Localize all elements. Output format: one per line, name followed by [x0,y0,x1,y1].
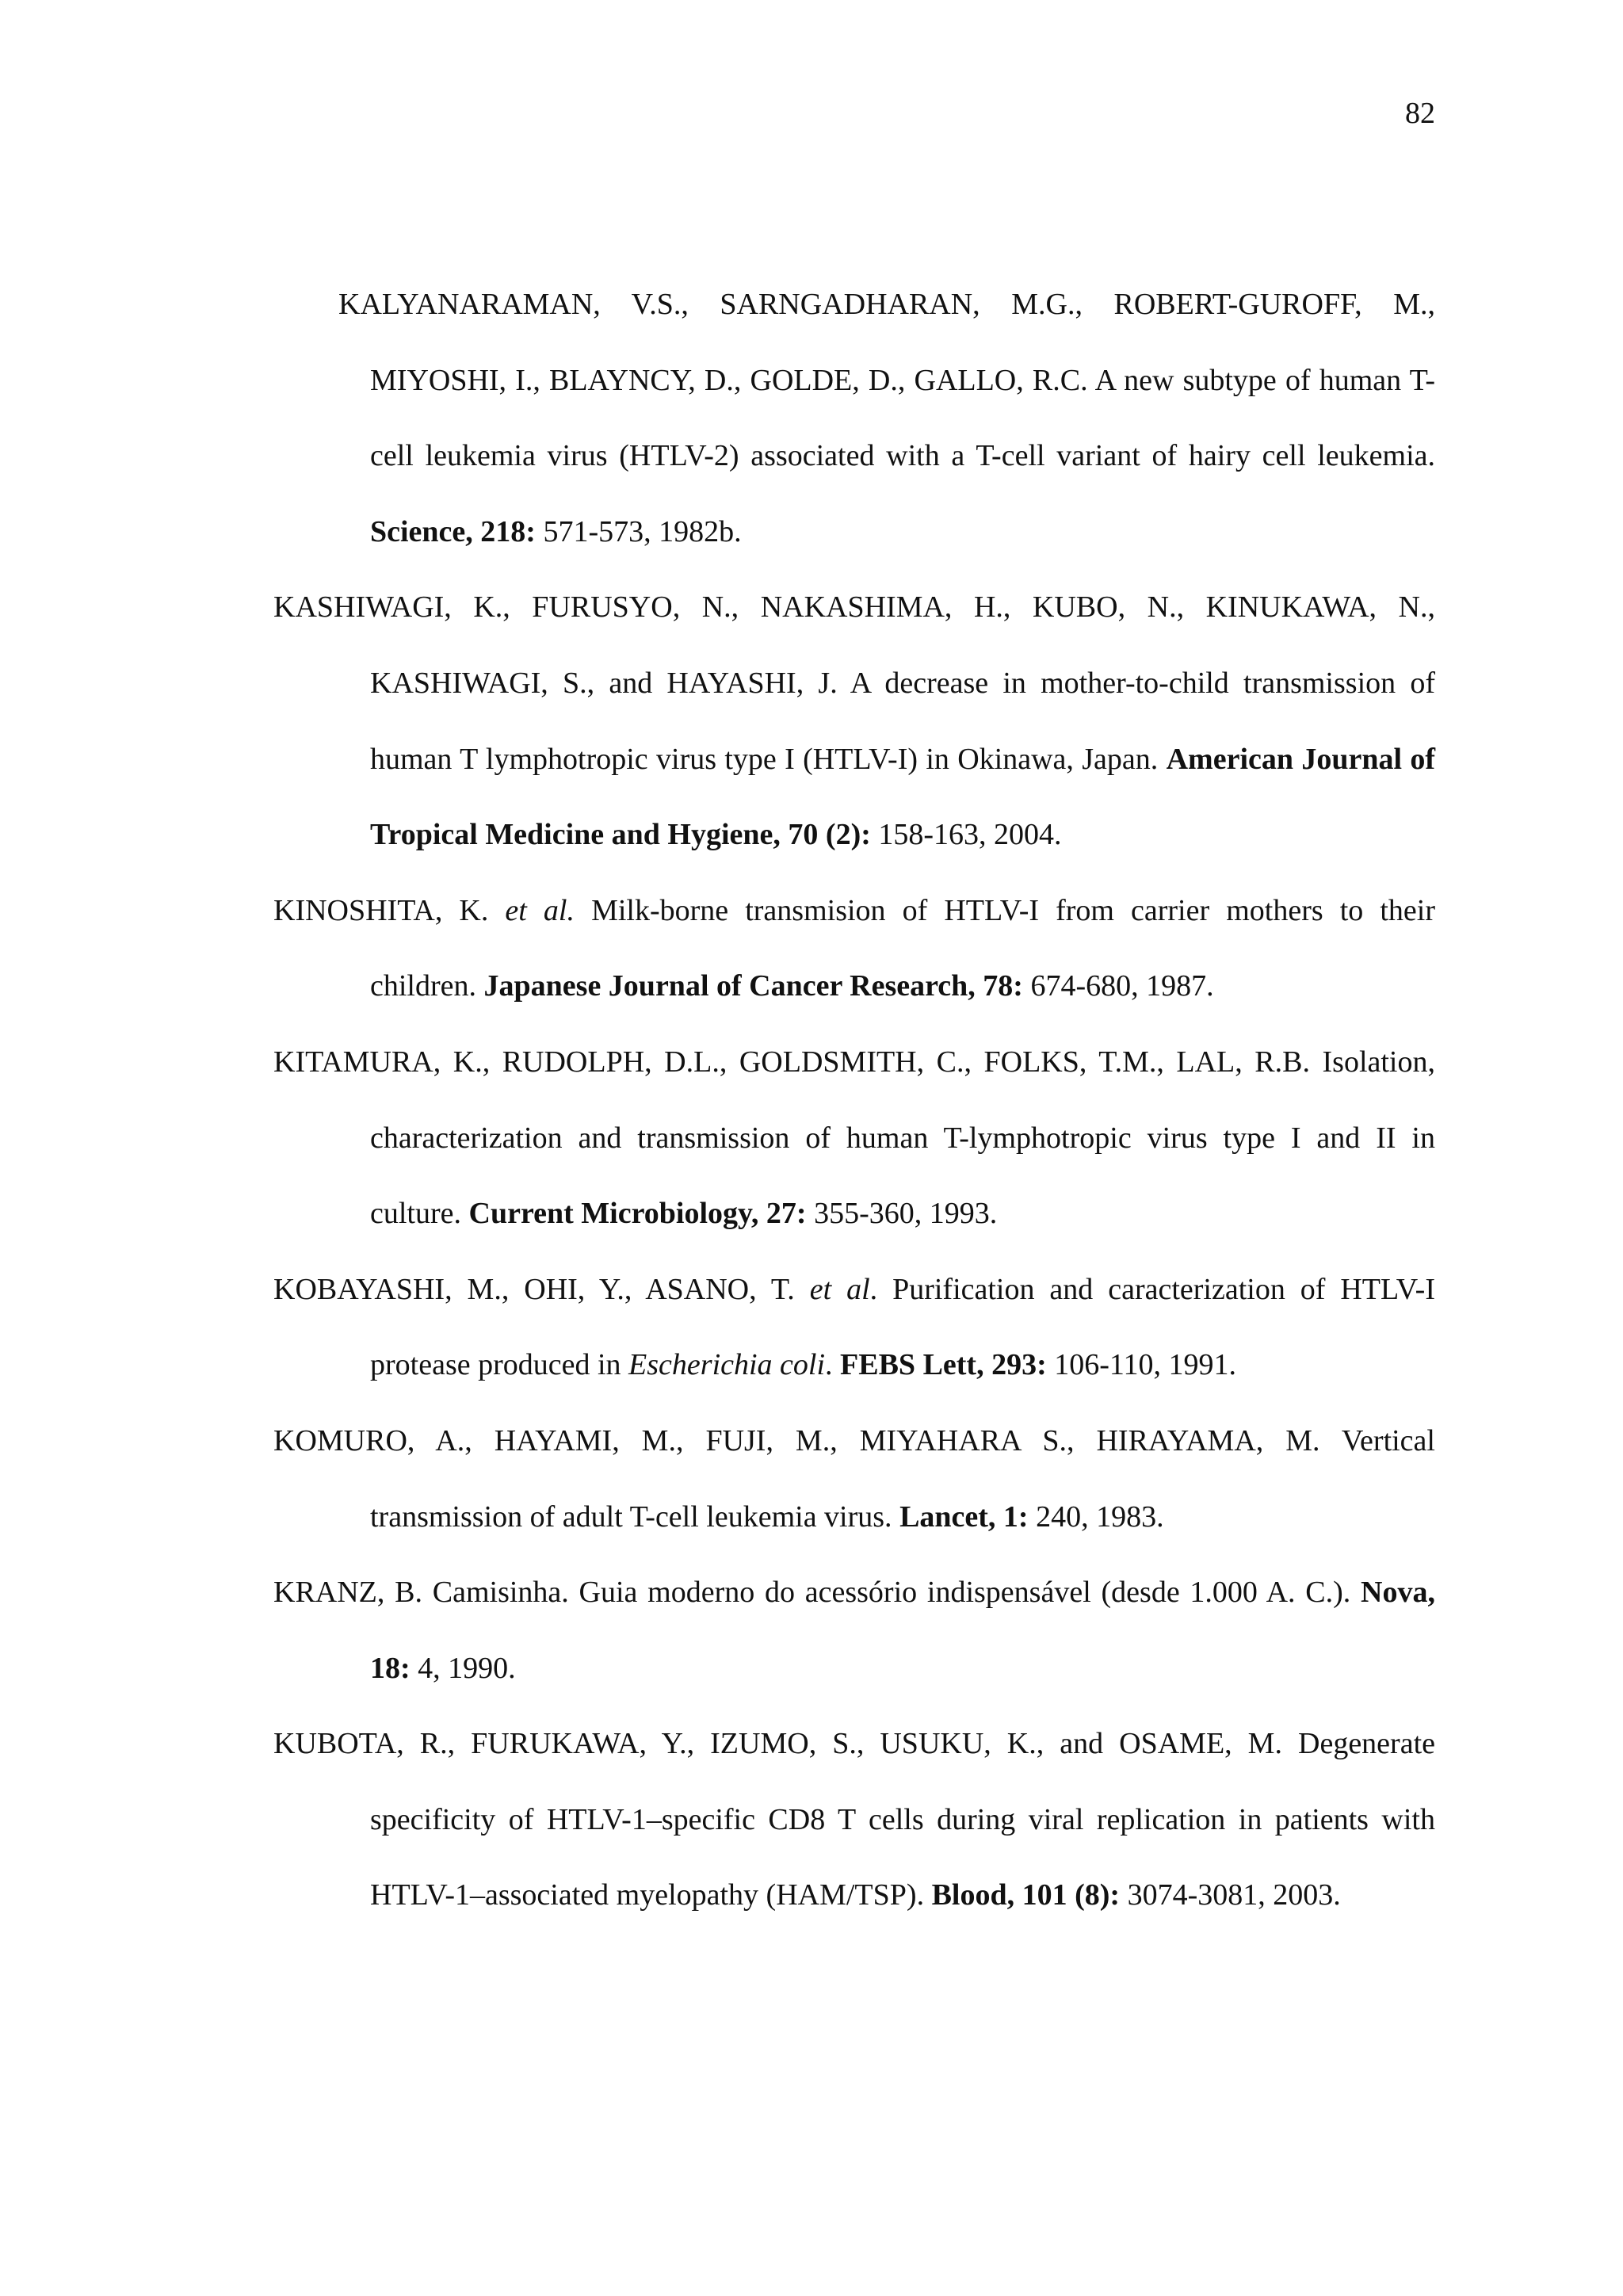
reference-title: Camisinha. Guia moderno do acessório indispensável (desde 1.000 A. C.). [422,1576,1361,1610]
reference-entry [273,267,1435,570]
reference-details: 674-680, 1987. [1022,969,1214,1003]
reference-journal: Nova, 18: [370,1576,1435,1685]
reference-journal: Science, 218: [370,514,536,548]
reference-title: Vertical transmission of adult T-cell leukemia virus. [370,1423,1435,1534]
reference-entry [273,1252,1435,1404]
reference-journal: American Journal of Tropical Medicine and Hygiene, 70 (2): [370,742,1436,852]
reference-authors-etal: et al. [505,893,575,927]
reference-list [273,267,1435,1934]
reference-details: 3074-3081, 2003. [1120,1878,1341,1912]
reference-journal: Japanese Journal of Cancer Research, 78: [483,969,1023,1003]
reference-details: 106-110, 1991. [1046,1348,1236,1382]
page-number: 82 [1405,97,1435,130]
reference-title: Isolation, characterization and transmission of human T-lymphotropic virus type I and II in culture. [370,1045,1435,1231]
reference-title: A decrease in mother-to-child transmission of human T lymphotropic virus type I (HTLV-I) in Okinawa, Japan. [370,666,1435,776]
reference-entry [273,1404,1435,1555]
reference-details: 158-163, 2004. [870,818,1062,852]
reference-entry [273,873,1435,1025]
reference-journal: Lancet, 1: [899,1499,1029,1534]
reference-species-name: Escherichia coli [628,1348,826,1382]
reference-entry [273,1025,1435,1252]
reference-entry [273,1706,1435,1934]
reference-journal: FEBS Lett, 293: [840,1348,1047,1382]
reference-details: 4, 1990. [410,1651,516,1685]
reference-authors: KOBAYASHI, M., OHI, Y., ASANO, T. [273,1272,810,1306]
reference-authors-etal: et al [809,1272,870,1306]
reference-authors: KITAMURA, K., RUDOLPH, D.L., GOLDSMITH, C., FOLKS, T.M., LAL, R.B. [273,1045,1310,1079]
reference-authors: KOMURO, A., HAYAMI, M., FUJI, M., MIYAHARA S., HIRAYAMA, M. [273,1423,1320,1457]
reference-entry [273,570,1435,873]
reference-authors: KRANZ, B. [273,1576,422,1610]
reference-details: 355-360, 1993. [806,1197,998,1231]
reference-title: Milk-borne transmision of HTLV-I from carrier mothers to their children. [370,893,1435,1003]
reference-title: Degenerate specificity of HTLV-1–specific CD8 T cells during viral replication in patients with HTLV-1–associated myelopathy (HAM/TSP). [370,1727,1435,1912]
reference-title: A new subtype of human T-cell leukemia virus (HTLV-2) associated with a T-cell variant of hairy cell leukemia. [370,363,1435,473]
reference-authors: KASHIWAGI, K., FURUSYO, N., NAKASHIMA, H., KUBO, N., KINUKAWA, N., KASHIWAGI, S., and HAYASHI, J. [273,590,1435,700]
reference-details: 571-573, 1982b. [535,514,742,548]
reference-journal: Current Microbiology, 27: [468,1197,807,1231]
reference-authors: KUBOTA, R., FURUKAWA, Y., IZUMO, S., USUKU, K., and OSAME, M. [273,1727,1282,1761]
reference-authors: KINOSHITA, K. [273,893,506,927]
reference-authors: KALYANARAMAN, V.S., SARNGADHARAN, M.G., ROBERT-GUROFF, M., MIYOSHI, I., BLAYNCY, D., GOLDE, D., GALLO, R.C. [338,288,1435,397]
reference-details: 240, 1983. [1028,1499,1164,1534]
reference-journal: Blood, 101 (8): [931,1878,1121,1912]
reference-entry [273,1555,1435,1706]
reference-title-end: . [825,1348,841,1382]
reference-title: . Purification and caracterization of HTLV-I protease produced in [370,1272,1435,1382]
